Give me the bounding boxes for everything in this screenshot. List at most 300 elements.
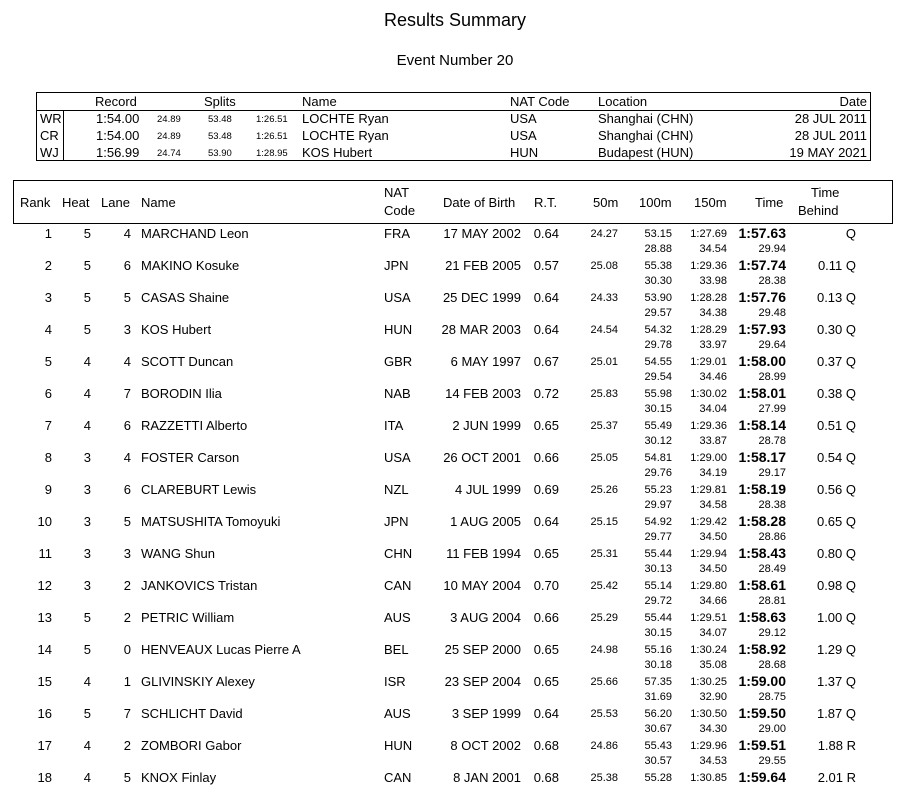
- cell-m50: 25.05: [590, 452, 618, 464]
- record-s3: 1:26.51: [256, 131, 288, 142]
- cell-time: 1:58.14: [738, 417, 786, 433]
- record-row: [37, 128, 870, 145]
- event-number: Event Number 20: [396, 52, 514, 69]
- cell-rank: 4: [44, 322, 52, 337]
- results-header: [13, 180, 893, 224]
- cell-behind: Q: [845, 226, 856, 241]
- cell-rank: 1: [44, 226, 52, 241]
- cell-name: WANG Shun: [141, 546, 215, 561]
- cell-sp100: 29.72: [644, 595, 672, 607]
- page-title: Results Summary: [383, 10, 527, 30]
- col-time: Time: [755, 195, 784, 210]
- cell-heat: 3: [83, 546, 91, 561]
- cell-time: 1:58.01: [738, 385, 786, 401]
- cell-dob: 17 MAY 2002: [443, 226, 521, 241]
- cell-lane: 7: [123, 706, 131, 721]
- cell-behind: 2.01 R: [817, 770, 856, 785]
- cell-dob: 25 DEC 1999: [442, 290, 521, 305]
- cell-rank: 14: [37, 642, 52, 657]
- cell-m150: 1:29.00: [690, 452, 727, 464]
- cell-heat: 3: [83, 482, 91, 497]
- cell-lane: 4: [123, 226, 131, 241]
- cell-heat: 4: [83, 770, 91, 785]
- cell-lane: 6: [123, 482, 131, 497]
- table-row: [0, 290, 922, 322]
- cell-sp200: 29.48: [758, 307, 786, 319]
- cell-nat: GBR: [384, 354, 413, 369]
- cell-nat: USA: [384, 450, 411, 465]
- record-nat: USA: [510, 128, 537, 143]
- cell-m150: 1:30.25: [690, 676, 727, 688]
- cell-name: BORODIN Ilia: [141, 386, 222, 401]
- cell-sp100: 29.97: [644, 499, 672, 511]
- cell-nat: JPN: [384, 258, 409, 273]
- cell-sp200: 28.81: [758, 595, 786, 607]
- cell-m50: 24.98: [590, 644, 618, 656]
- cell-sp200: 28.38: [758, 275, 786, 287]
- cell-m100: 55.28: [644, 772, 672, 784]
- cell-behind: 0.37 Q: [816, 354, 856, 369]
- cell-m50: 25.66: [590, 676, 618, 688]
- cell-m50: 24.86: [590, 740, 618, 752]
- cell-time: 1:58.92: [738, 641, 786, 657]
- table-row: [0, 642, 922, 674]
- col-lane: Lane: [101, 195, 130, 210]
- cell-rank: 7: [44, 418, 52, 433]
- cell-heat: 4: [83, 738, 91, 753]
- cell-m50: 25.53: [590, 708, 618, 720]
- cell-time: 1:59.64: [738, 769, 786, 785]
- cell-m50: 25.31: [590, 548, 618, 560]
- cell-m50: 25.38: [590, 772, 618, 784]
- cell-sp100: 29.76: [644, 467, 672, 479]
- cell-m100: 55.49: [644, 420, 672, 432]
- cell-time: 1:59.00: [738, 673, 786, 689]
- cell-rank: 3: [44, 290, 52, 305]
- cell-m150: 1:29.42: [690, 516, 727, 528]
- cell-rank: 2: [44, 258, 52, 273]
- cell-heat: 3: [83, 450, 91, 465]
- cell-m150: 1:29.01: [690, 356, 727, 368]
- record-name: LOCHTE Ryan: [302, 111, 389, 126]
- cell-rt: 0.65: [533, 642, 559, 657]
- table-row: [0, 770, 922, 802]
- cell-sp200: 29.12: [758, 627, 786, 639]
- cell-rt: 0.64: [533, 706, 559, 721]
- cell-m150: 1:29.51: [690, 612, 727, 624]
- cell-nat: NAB: [384, 386, 411, 401]
- cell-m100: 54.32: [644, 324, 672, 336]
- cell-lane: 2: [123, 738, 131, 753]
- cell-m50: 25.29: [590, 612, 618, 624]
- cell-dob: 2 JUN 1999: [452, 418, 521, 433]
- records-header-nat: NAT Code: [510, 94, 570, 109]
- cell-rank: 16: [37, 706, 52, 721]
- cell-rt: 0.66: [533, 450, 559, 465]
- cell-lane: 5: [123, 514, 131, 529]
- cell-nat: HUN: [384, 738, 413, 753]
- cell-rt: 0.65: [533, 546, 559, 561]
- cell-nat: USA: [384, 290, 411, 305]
- cell-sp150: 34.58: [699, 499, 727, 511]
- cell-time: 1:57.74: [738, 257, 786, 273]
- cell-dob: 28 MAR 2003: [441, 322, 521, 337]
- cell-sp150: 34.53: [699, 755, 727, 767]
- cell-sp100: 29.77: [644, 531, 672, 543]
- cell-lane: 2: [123, 578, 131, 593]
- cell-heat: 3: [83, 578, 91, 593]
- cell-dob: 3 AUG 2004: [450, 610, 521, 625]
- cell-dob: 8 JAN 2001: [453, 770, 521, 785]
- record-date: 28 JUL 2011: [794, 111, 867, 126]
- record-s2: 53.48: [208, 114, 232, 125]
- table-row: [0, 738, 922, 770]
- cell-lane: 7: [123, 386, 131, 401]
- cell-dob: 1 AUG 2005: [450, 514, 521, 529]
- cell-dob: 8 OCT 2002: [450, 738, 521, 753]
- col-150m: 150m: [694, 195, 727, 210]
- cell-name: GLIVINSKIY Alexey: [141, 674, 255, 689]
- col-heat: Heat: [62, 195, 90, 210]
- cell-heat: 4: [83, 386, 91, 401]
- cell-m50: 25.08: [590, 260, 618, 272]
- cell-name: KOS Hubert: [141, 322, 212, 337]
- cell-heat: 5: [83, 226, 91, 241]
- cell-sp150: 33.87: [699, 435, 727, 447]
- record-s2: 53.48: [208, 131, 232, 142]
- col-name: Name: [141, 195, 176, 210]
- cell-sp150: 34.07: [699, 627, 727, 639]
- cell-time: 1:57.76: [738, 289, 786, 305]
- cell-name: MARCHAND Leon: [141, 226, 249, 241]
- cell-sp100: 30.67: [644, 723, 672, 735]
- cell-rank: 15: [37, 674, 52, 689]
- col-100m: 100m: [639, 195, 672, 210]
- cell-time: 1:57.93: [738, 321, 786, 337]
- table-row: [0, 226, 922, 258]
- cell-rank: 17: [37, 738, 52, 753]
- col-rt: R.T.: [534, 195, 558, 210]
- cell-m150: 1:29.94: [690, 548, 727, 560]
- cell-m50: 25.15: [590, 516, 618, 528]
- record-type: WR: [40, 111, 62, 126]
- records-header-name: Name: [302, 94, 337, 109]
- cell-m150: 1:29.80: [690, 580, 727, 592]
- cell-rt: 0.72: [533, 386, 559, 401]
- cell-heat: 4: [83, 354, 91, 369]
- cell-sp150: 33.98: [699, 275, 727, 287]
- cell-sp200: 28.68: [758, 659, 786, 671]
- records-header-splits: Splits: [204, 94, 236, 109]
- cell-sp200: 29.64: [758, 339, 786, 351]
- cell-name: SCHLICHT David: [141, 706, 243, 721]
- cell-behind: 0.65 Q: [816, 514, 856, 529]
- table-row: [0, 354, 922, 386]
- cell-dob: 26 OCT 2001: [443, 450, 521, 465]
- cell-rt: 0.68: [533, 770, 559, 785]
- cell-rt: 0.65: [533, 418, 559, 433]
- cell-sp150: 34.30: [699, 723, 727, 735]
- cell-m100: 55.44: [644, 612, 672, 624]
- cell-m100: 53.15: [644, 228, 672, 240]
- cell-m150: 1:30.24: [690, 644, 727, 656]
- record-nat: HUN: [510, 145, 539, 160]
- cell-rank: 5: [44, 354, 52, 369]
- col-50m: 50m: [593, 195, 619, 210]
- cell-sp150: 34.38: [699, 307, 727, 319]
- cell-rank: 12: [37, 578, 52, 593]
- cell-nat: ITA: [384, 418, 404, 433]
- cell-sp200: 28.86: [758, 531, 786, 543]
- cell-lane: 3: [123, 322, 131, 337]
- cell-dob: 11 FEB 1994: [446, 546, 521, 561]
- table-row: [0, 482, 922, 514]
- record-s1: 24.89: [157, 131, 181, 142]
- records-header-date: Date: [839, 94, 867, 109]
- cell-m100: 54.92: [644, 516, 672, 528]
- cell-lane: 6: [123, 418, 131, 433]
- cell-heat: 5: [83, 322, 91, 337]
- cell-dob: 14 FEB 2003: [445, 386, 521, 401]
- cell-behind: 0.38 Q: [816, 386, 856, 401]
- table-row: [0, 450, 922, 482]
- cell-sp200: 29.00: [758, 723, 786, 735]
- cell-m150: 1:28.28: [690, 292, 727, 304]
- col-nat: NAT: [384, 185, 410, 200]
- record-row: [37, 111, 870, 128]
- cell-m50: 25.37: [590, 420, 618, 432]
- cell-sp150: 34.50: [699, 531, 727, 543]
- cell-sp150: 34.66: [699, 595, 727, 607]
- cell-time: 1:58.63: [738, 609, 786, 625]
- records-box: [36, 92, 871, 161]
- cell-nat: BEL: [384, 642, 409, 657]
- cell-rank: 8: [44, 450, 52, 465]
- record-s1: 24.89: [157, 114, 181, 125]
- cell-sp200: 29.94: [758, 243, 786, 255]
- cell-lane: 1: [123, 674, 131, 689]
- cell-sp150: 32.90: [699, 691, 727, 703]
- cell-m150: 1:29.96: [690, 740, 727, 752]
- cell-m50: 25.26: [590, 484, 618, 496]
- cell-m100: 55.23: [644, 484, 672, 496]
- cell-m150: 1:30.50: [690, 708, 727, 720]
- cell-behind: 1.00 Q: [816, 610, 856, 625]
- cell-sp200: 28.75: [758, 691, 786, 703]
- cell-heat: 5: [83, 706, 91, 721]
- cell-sp200: 28.38: [758, 499, 786, 511]
- cell-behind: 1.87 Q: [816, 706, 856, 721]
- cell-heat: 5: [83, 258, 91, 273]
- cell-rank: 9: [44, 482, 52, 497]
- cell-nat: NZL: [384, 482, 409, 497]
- record-name: KOS Hubert: [302, 145, 373, 160]
- cell-sp100: 30.57: [644, 755, 672, 767]
- cell-lane: 5: [123, 290, 131, 305]
- cell-lane: 2: [123, 610, 131, 625]
- record-type: CR: [40, 128, 59, 143]
- cell-m100: 56.20: [644, 708, 672, 720]
- cell-sp100: 30.15: [644, 627, 672, 639]
- cell-rt: 0.64: [533, 322, 559, 337]
- record-time: 1:54.00: [96, 128, 140, 143]
- cell-name: CASAS Shaine: [141, 290, 230, 305]
- record-s3: 1:28.95: [256, 148, 288, 159]
- cell-time: 1:57.63: [738, 225, 786, 241]
- table-row: [0, 258, 922, 290]
- cell-name: ZOMBORI Gabor: [141, 738, 242, 753]
- cell-m50: 24.54: [590, 324, 618, 336]
- cell-nat: AUS: [384, 706, 411, 721]
- cell-dob: 23 SEP 2004: [444, 674, 521, 689]
- cell-heat: 3: [83, 514, 91, 529]
- cell-sp150: 34.04: [699, 403, 727, 415]
- cell-m50: 25.42: [590, 580, 618, 592]
- cell-sp150: 35.08: [699, 659, 727, 671]
- cell-dob: 10 MAY 2004: [443, 578, 521, 593]
- cell-sp100: 31.69: [644, 691, 672, 703]
- cell-rank: 10: [37, 514, 52, 529]
- cell-dob: 6 MAY 1997: [450, 354, 521, 369]
- cell-m100: 55.38: [644, 260, 672, 272]
- cell-sp100: 29.54: [644, 371, 672, 383]
- cell-m150: 1:28.29: [690, 324, 727, 336]
- cell-nat: FRA: [384, 226, 410, 241]
- cell-behind: 0.11 Q: [817, 258, 856, 273]
- cell-behind: 0.80 Q: [816, 546, 856, 561]
- cell-rt: 0.67: [533, 354, 559, 369]
- cell-m100: 55.98: [644, 388, 672, 400]
- cell-heat: 5: [83, 642, 91, 657]
- cell-behind: 0.30 Q: [816, 322, 856, 337]
- table-row: [0, 578, 922, 610]
- cell-sp200: 27.99: [758, 403, 786, 415]
- records-header-location: Location: [598, 94, 648, 109]
- cell-m100: 55.44: [644, 548, 672, 560]
- cell-sp200: 29.17: [758, 467, 786, 479]
- table-row: [0, 674, 922, 706]
- record-s3: 1:26.51: [256, 114, 288, 125]
- record-time: 1:56.99: [96, 145, 140, 160]
- cell-name: JANKOVICS Tristan: [141, 578, 258, 593]
- cell-sp100: 30.30: [644, 275, 672, 287]
- cell-sp100: 28.88: [644, 243, 672, 255]
- cell-behind: 1.29 Q: [816, 642, 856, 657]
- cell-name: MATSUSHITA Tomoyuki: [141, 514, 281, 529]
- cell-lane: 6: [123, 258, 131, 273]
- cell-rt: 0.65: [533, 674, 559, 689]
- record-name: LOCHTE Ryan: [302, 128, 389, 143]
- cell-rt: 0.64: [533, 514, 559, 529]
- cell-nat: CHN: [384, 546, 413, 561]
- cell-rt: 0.57: [533, 258, 559, 273]
- cell-sp200: 28.78: [758, 435, 786, 447]
- cell-name: CLAREBURT Lewis: [141, 482, 257, 497]
- cell-name: SCOTT Duncan: [141, 354, 234, 369]
- record-location: Shanghai (CHN): [598, 111, 694, 126]
- cell-sp150: 33.97: [699, 339, 727, 351]
- cell-sp200: 28.99: [758, 371, 786, 383]
- cell-nat: AUS: [384, 610, 411, 625]
- cell-rt: 0.66: [533, 610, 559, 625]
- record-s2: 53.90: [208, 148, 232, 159]
- cell-behind: 0.51 Q: [816, 418, 856, 433]
- cell-behind: 1.88 R: [817, 738, 856, 753]
- cell-sp100: 30.13: [644, 563, 672, 575]
- records-header-record: Record: [95, 94, 137, 109]
- cell-sp100: 30.12: [644, 435, 672, 447]
- cell-m100: 54.81: [644, 452, 672, 464]
- cell-dob: 3 SEP 1999: [451, 706, 521, 721]
- cell-m150: 1:30.85: [690, 772, 727, 784]
- cell-nat: ISR: [384, 674, 406, 689]
- cell-dob: 4 JUL 1999: [454, 482, 521, 497]
- cell-rt: 0.68: [533, 738, 559, 753]
- cell-nat: JPN: [384, 514, 409, 529]
- cell-heat: 4: [83, 674, 91, 689]
- cell-m50: 24.27: [590, 228, 618, 240]
- cell-lane: 5: [123, 770, 131, 785]
- cell-sp150: 34.50: [699, 563, 727, 575]
- cell-m100: 54.55: [644, 356, 672, 368]
- cell-name: FOSTER Carson: [141, 450, 240, 465]
- cell-dob: 25 SEP 2000: [444, 642, 521, 657]
- cell-heat: 4: [83, 418, 91, 433]
- record-location: Budapest (HUN): [598, 145, 694, 160]
- table-row: [0, 546, 922, 578]
- cell-time: 1:58.61: [738, 577, 786, 593]
- cell-m150: 1:29.81: [690, 484, 727, 496]
- cell-lane: 4: [123, 450, 131, 465]
- cell-nat: CAN: [384, 578, 412, 593]
- cell-lane: 3: [123, 546, 131, 561]
- cell-rank: 18: [37, 770, 52, 785]
- cell-rank: 13: [37, 610, 52, 625]
- col-dob: Date of Birth: [443, 195, 516, 210]
- table-row: [0, 514, 922, 546]
- col-code: Code: [384, 203, 416, 218]
- cell-lane: 0: [123, 642, 131, 657]
- cell-time: 1:59.51: [738, 737, 786, 753]
- record-date: 19 MAY 2021: [789, 145, 867, 160]
- cell-behind: 0.13 Q: [816, 290, 856, 305]
- cell-m100: 57.35: [644, 676, 672, 688]
- table-row: [0, 418, 922, 450]
- cell-nat: HUN: [384, 322, 413, 337]
- cell-m150: 1:30.02: [690, 388, 727, 400]
- cell-behind: 0.98 Q: [816, 578, 856, 593]
- cell-dob: 21 FEB 2005: [445, 258, 521, 273]
- cell-sp100: 30.15: [644, 403, 672, 415]
- record-date: 28 JUL 2011: [794, 128, 867, 143]
- cell-heat: 5: [83, 290, 91, 305]
- cell-sp150: 34.54: [699, 243, 727, 255]
- cell-sp100: 29.57: [644, 307, 672, 319]
- cell-rt: 0.70: [533, 578, 559, 593]
- cell-sp200: 29.55: [758, 755, 786, 767]
- cell-name: PETRIC William: [141, 610, 235, 625]
- table-row: [0, 610, 922, 642]
- cell-rank: 11: [38, 546, 52, 561]
- cell-sp150: 34.46: [699, 371, 727, 383]
- cell-m100: 55.14: [644, 580, 672, 592]
- cell-sp150: 34.19: [699, 467, 727, 479]
- cell-m150: 1:29.36: [690, 420, 727, 432]
- cell-m150: 1:29.36: [690, 260, 727, 272]
- cell-m150: 1:27.69: [690, 228, 727, 240]
- cell-rt: 0.64: [533, 226, 559, 241]
- cell-time: 1:58.28: [738, 513, 786, 529]
